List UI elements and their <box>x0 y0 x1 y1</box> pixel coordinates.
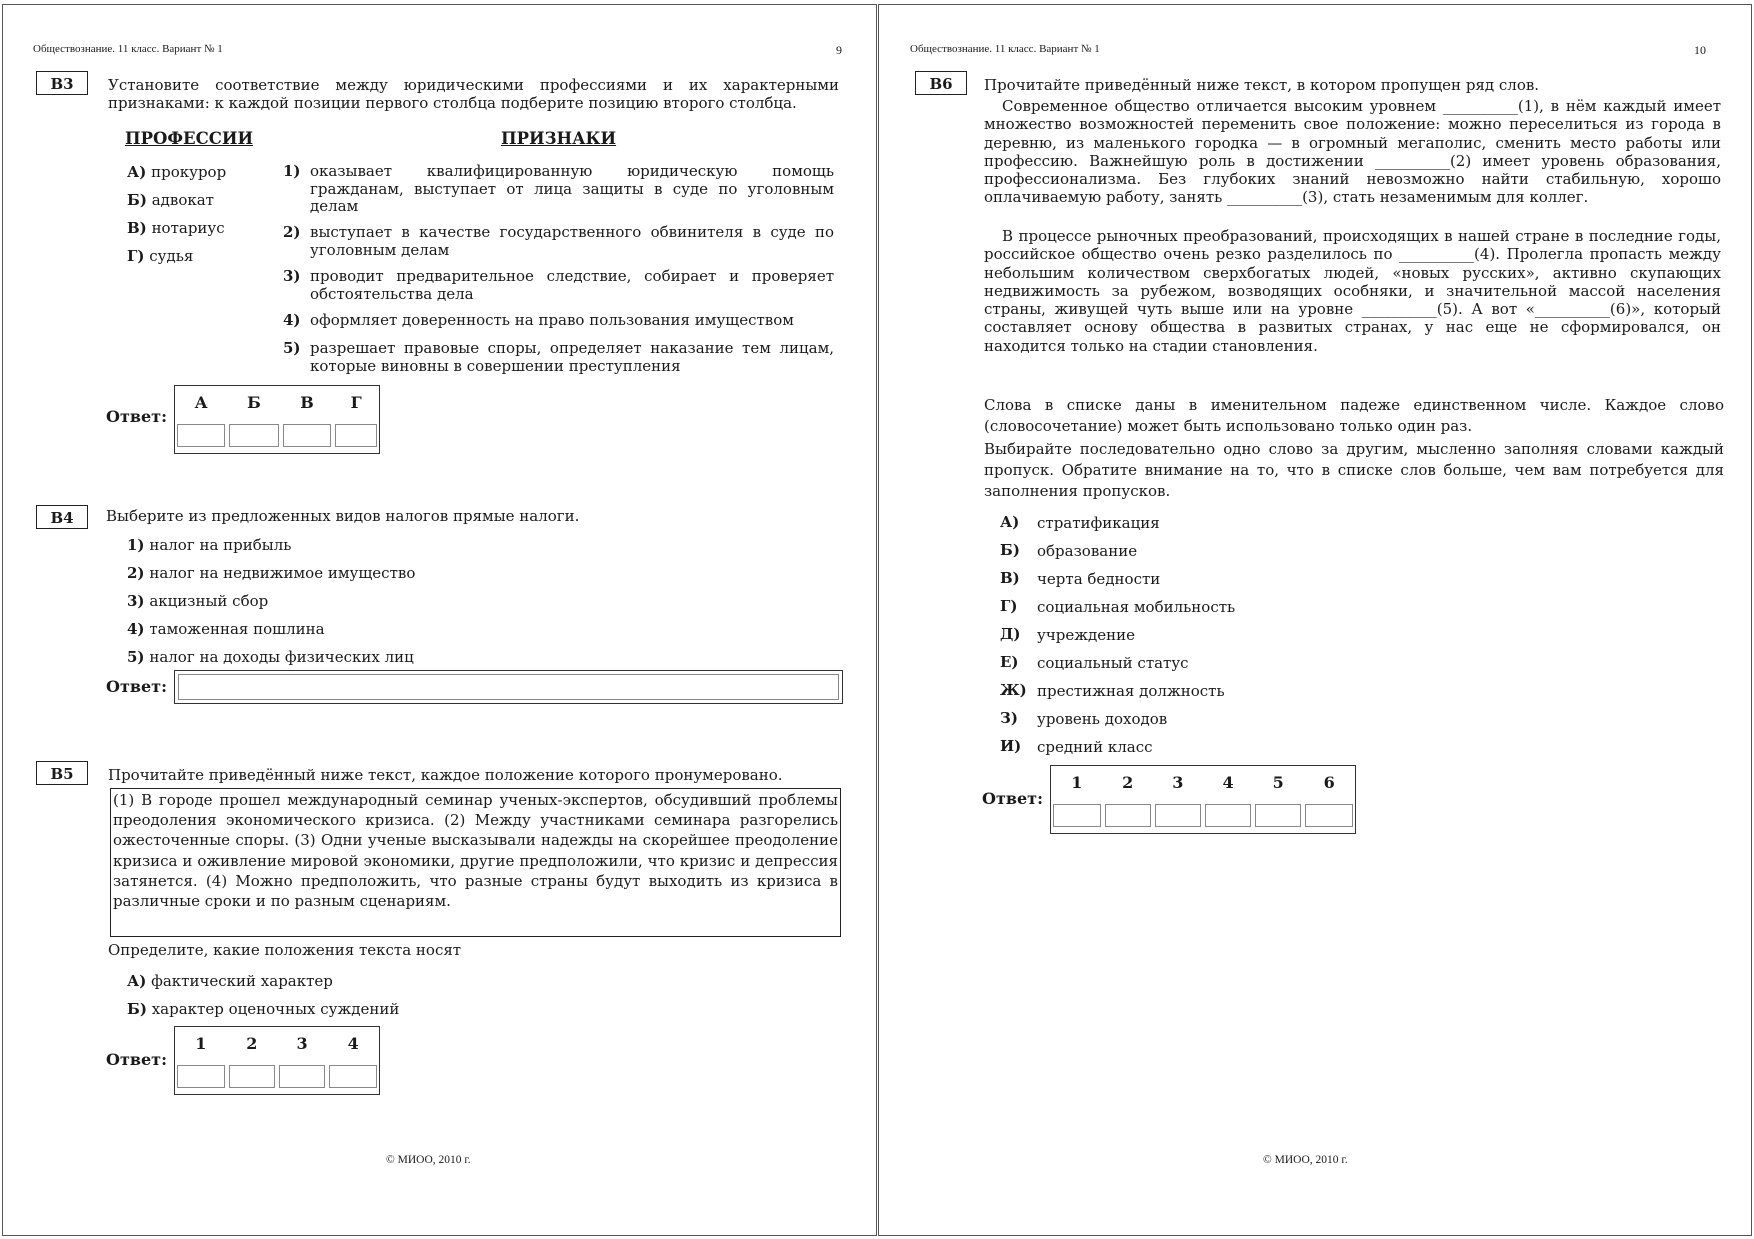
b3-answer-cell-v[interactable] <box>283 424 332 447</box>
b5-answer-cell-3[interactable] <box>279 1065 325 1088</box>
b6-answer-table <box>1050 765 1356 834</box>
b3-feature-3: проводит предварительное следствие, собирает и проверяет обстоятельства дела <box>310 267 834 303</box>
task-tag-b6: B6 <box>915 71 967 95</box>
b3-feature-1: оказывает квалифицированную юридическую помощь гражданам, выступает от лица защиты в суде по уголовным делам <box>310 162 834 215</box>
task-tag-b3: B3 <box>36 71 88 95</box>
b6-answer-header-5: 5 <box>1272 772 1284 792</box>
running-head: Обществознание. 11 класс. Вариант № 1 <box>910 43 1100 55</box>
b3-feature-4: оформляет доверенность на право пользования имуществом <box>310 311 794 329</box>
b5-answer-table <box>174 1026 380 1095</box>
b6-answer-header-2: 2 <box>1122 772 1134 792</box>
b5-answer-cell-1[interactable] <box>177 1065 225 1088</box>
b4-item-5: 5) налог на доходы физических лиц <box>127 648 414 666</box>
b4-answer-label: Ответ: <box>106 677 167 696</box>
b6-word-g: социальная мобильность <box>1037 598 1236 616</box>
b6-word-zh-key: Ж) <box>1000 681 1027 699</box>
b6-instruction-2: Выбирайте последовательно одно слово за другим, мысленно заполняя словами каждый пропуск. Обратите внимание на то, что в списке слов больше, чем вам потребуется для заполнения пропусков. <box>984 440 1724 500</box>
task-tag-b5: B5 <box>36 761 88 785</box>
b3-feature-2-num: 2) <box>283 223 301 241</box>
b3-feature-5: разрешает правовые споры, определяет наказание тем лицам, которые виновны в совершении преступления <box>310 339 834 375</box>
b5-answer-cell-4[interactable] <box>329 1065 377 1088</box>
b3-answer-header-g: Г <box>350 392 362 412</box>
b3-answer-cell-a[interactable] <box>177 424 225 447</box>
b6-word-i-key: И) <box>1000 737 1022 755</box>
b6-word-d: учреждение <box>1037 626 1136 644</box>
page-number: 10 <box>1694 43 1706 57</box>
b6-word-zh: престижная должность <box>1037 682 1225 700</box>
b6-word-i: средний класс <box>1037 738 1153 756</box>
b3-answer-header-a: А <box>194 392 208 412</box>
b6-word-z: уровень доходов <box>1037 710 1168 728</box>
b3-feature-1-num: 1) <box>283 162 301 180</box>
b6-answer-header-1: 1 <box>1071 772 1083 792</box>
b3-intro: Установите соответствие между юридическими профессиями и их характерными признаками: к каждой позиции первого столбца подберите позицию второго столбца. <box>108 76 839 112</box>
b6-word-b: образование <box>1037 542 1138 560</box>
b3-feature-4-num: 4) <box>283 311 301 329</box>
b6-answer-header-3: 3 <box>1172 772 1184 792</box>
b5-answer-header-4: 4 <box>347 1033 359 1053</box>
b6-paragraph-1: Современное общество отличается высоким уровнем __________(1), в нём каждый имеет множество возможностей переменить свое положение: можно переселиться из города в деревню, из маленького городка — в огромный мегаполис, сменить место работы или профессию. Важнейшую роль в достижении __________(2) имеет уровень образования, профессионализма. Без глубоких знаний невозможно найти стабильную, хорошо оплачиваемую работу, занять __________(3), стать незаменимым для коллег. <box>984 97 1721 207</box>
b3-answer-header-b: Б <box>247 392 261 412</box>
b5-option-a: А) фактический характер <box>127 972 333 990</box>
page-number: 9 <box>836 43 842 57</box>
b3-feature-2: выступает в качестве государственного обвинителя в суде по уголовным делам <box>310 223 834 259</box>
b3-col2-header: ПРИЗНАКИ <box>501 129 617 148</box>
page-9 <box>2 4 877 1236</box>
footer: © МИОО, 2010 г. <box>1263 1154 1348 1166</box>
b4-item-1: 1) налог на прибыль <box>127 536 292 554</box>
b4-item-3: 3) акцизный сбор <box>127 592 269 610</box>
footer: © МИОО, 2010 г. <box>386 1154 471 1166</box>
b5-intro: Прочитайте приведённый ниже текст, каждое положение которого пронумеровано. <box>108 766 783 784</box>
b6-word-e-key: Е) <box>1000 653 1019 671</box>
b6-word-g-key: Г) <box>1000 597 1018 615</box>
b3-col1-header: ПРОФЕССИИ <box>125 129 254 148</box>
b5-question: Определите, какие положения текста носят <box>108 941 462 959</box>
b5-passage: (1) В городе прошел международный семинар ученых-экспертов, обсудивший проблемы преодоления экономического кризиса. (2) Между участниками семинара разгорелись ожесточенные споры. (3) Одни ученые высказывали надежды на скорейшее преодоление кризиса и оживление мировой экономики, другие предположили, что кризис и депрессия затянется. (4) Можно предположить, что разные страны будут выходить из кризиса в различные сроки и по разным сценариям. <box>110 788 841 937</box>
b6-intro: Прочитайте приведённый ниже текст, в котором пропущен ряд слов. <box>984 76 1540 94</box>
b5-answer-header-2: 2 <box>246 1033 258 1053</box>
b3-profession-v: В) нотариус <box>127 219 225 237</box>
b5-answer-label: Ответ: <box>106 1050 167 1069</box>
b6-instruction-1: Слова в списке даны в именительном падеже единственном числе. Каждое слово (словосочетание) может быть использовано только один раз. <box>984 396 1724 435</box>
b3-answer-table <box>174 385 380 454</box>
running-head: Обществознание. 11 класс. Вариант № 1 <box>33 43 223 55</box>
b3-feature-3-num: 3) <box>283 267 301 285</box>
b6-word-a-key: А) <box>1000 513 1020 531</box>
b6-word-b-key: Б) <box>1000 541 1020 559</box>
b6-answer-cell-3[interactable] <box>1155 804 1201 827</box>
b6-answer-header-4: 4 <box>1222 772 1234 792</box>
b3-answer-cell-g[interactable] <box>335 424 377 447</box>
b3-answer-cell-b[interactable] <box>229 424 278 447</box>
b6-answer-header-6: 6 <box>1323 772 1335 792</box>
b6-answer-cell-2[interactable] <box>1105 804 1151 827</box>
b6-answer-label: Ответ: <box>982 789 1043 808</box>
b6-word-e: социальный статус <box>1037 654 1189 672</box>
b6-answer-cell-5[interactable] <box>1255 804 1301 827</box>
task-tag-b4: B4 <box>36 505 88 529</box>
page-10 <box>878 4 1752 1236</box>
b4-item-4: 4) таможенная пошлина <box>127 620 325 638</box>
b3-profession-b: Б) адвокат <box>127 191 214 209</box>
b3-answer-label: Ответ: <box>106 407 167 426</box>
b3-feature-5-num: 5) <box>283 339 301 357</box>
b6-word-v: черта бедности <box>1037 570 1161 588</box>
b6-answer-cell-6[interactable] <box>1305 804 1353 827</box>
b5-answer-header-3: 3 <box>296 1033 308 1053</box>
b6-paragraph-2: В процессе рыночных преобразований, происходящих в нашей стране в последние годы, российское общество очень резко разделилось по __________(4). Пролегла пропасть между небольшим количеством сверхбогатых людей, «новых русских», активно скупающих недвижимость за рубежом, возводящих особняки, и значительной массой населения страны, живущей чуть выше или на уровне __________(5). А вот «__________(6)», который составляет основу общества в развитых странах, у нас еще не сформировался, он находится только на стадии становления. <box>984 227 1721 355</box>
b4-item-2: 2) налог на недвижимое имущество <box>127 564 416 582</box>
b6-word-v-key: В) <box>1000 569 1020 587</box>
b6-answer-cell-1[interactable] <box>1053 804 1101 827</box>
b6-word-a: стратификация <box>1037 514 1160 532</box>
b5-answer-header-1: 1 <box>195 1033 207 1053</box>
b6-word-d-key: Д) <box>1000 625 1021 643</box>
b4-answer-field[interactable] <box>174 670 843 704</box>
b4-intro: Выберите из предложенных видов налогов прямые налоги. <box>106 507 580 525</box>
b5-option-b: Б) характер оценочных суждений <box>127 1000 400 1018</box>
b3-profession-g: Г) судья <box>127 247 194 265</box>
b3-profession-a: А) прокурор <box>127 163 227 181</box>
b5-answer-cell-2[interactable] <box>229 1065 275 1088</box>
b6-word-z-key: З) <box>1000 709 1018 727</box>
b6-answer-cell-4[interactable] <box>1205 804 1251 827</box>
b3-answer-header-v: В <box>300 392 314 412</box>
